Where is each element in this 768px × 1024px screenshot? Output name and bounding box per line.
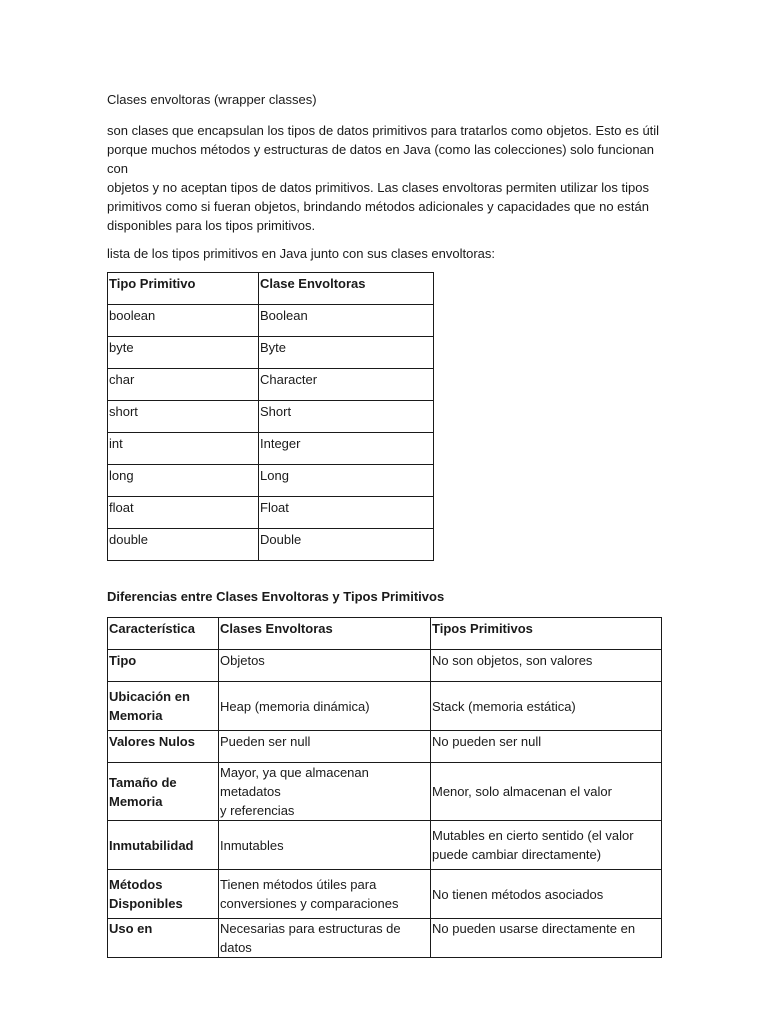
wrapper-cell: Character (259, 369, 434, 401)
header-feature: Característica (108, 618, 219, 650)
cell-line: Mutables en cierto sentido (el valor (432, 828, 634, 843)
primitive-cell (431, 650, 662, 682)
list-intro: lista de los tipos primitivos en Java junto con sus clases envoltoras: (107, 246, 496, 261)
table-row (108, 337, 434, 369)
cell-line: y referencias (220, 803, 295, 818)
table-row (108, 465, 434, 497)
cell-line: Mayor, ya que almacenan metadatos (220, 765, 369, 799)
cell-line: Objetos (220, 653, 265, 668)
table-row (108, 731, 662, 763)
cell-line: No tienen métodos asociados (432, 886, 604, 902)
cell-line: Memoria (109, 793, 163, 809)
cell-line: Pueden ser null (220, 734, 311, 749)
wrapper-cell (219, 919, 431, 958)
feature-cell (108, 919, 219, 958)
differences-section-title: Diferencias entre Clases Envoltoras y Tipos Primitivos (107, 589, 445, 604)
cell-line: Memoria (109, 708, 163, 723)
differences-table (107, 617, 662, 958)
primitive-cell (431, 870, 662, 919)
cell-line: Inmutables (220, 837, 284, 853)
table-row (108, 529, 434, 561)
paragraph-line: disponibles para los tipos primitivos. (107, 218, 316, 233)
wrapper-cell (219, 682, 431, 731)
table-row (108, 763, 662, 821)
primitive-cell (431, 763, 662, 821)
primitive-cell: double (108, 529, 259, 561)
wrapper-cell (219, 650, 431, 682)
feature-cell (108, 650, 219, 682)
cell-line: Ubicación en (109, 689, 190, 704)
cell-line: Disponibles (109, 896, 183, 911)
wrapper-cell (219, 731, 431, 763)
wrapper-cell: Long (259, 465, 434, 497)
cell-line: No pueden usarse directamente en (432, 921, 636, 936)
table-row (108, 433, 434, 465)
primitive-cell: int (108, 433, 259, 465)
paragraph-line: porque muchos métodos y estructuras de datos en Java (como las colecciones) solo funcionan con (107, 142, 655, 176)
primitive-cell (431, 731, 662, 763)
header-primitive-type: Tipo Primitivo (108, 273, 259, 305)
cell-line: Stack (memoria estática) (432, 698, 576, 714)
table-row (108, 650, 662, 682)
wrapper-cell: Integer (259, 433, 434, 465)
primitive-cell (431, 919, 662, 958)
cell-line: Tamaño de (109, 774, 177, 790)
paragraph-line: son clases que encapsulan los tipos de datos primitivos para tratarlos como objetos. Esto es útil (107, 123, 660, 138)
wrapper-classes-table (107, 272, 434, 561)
header-wrapper-class: Clase Envoltoras (259, 273, 434, 305)
document-page (107, 91, 667, 958)
primitive-cell: boolean (108, 305, 259, 337)
cell-line: Uso en (109, 921, 153, 936)
table-row (108, 305, 434, 337)
feature-cell (108, 763, 219, 821)
wrapper-cell: Boolean (259, 305, 434, 337)
cell-line: Necesarias para estructuras de datos (220, 921, 401, 955)
primitive-cell: long (108, 465, 259, 497)
primitive-cell: short (108, 401, 259, 433)
paragraph-line: objetos y no aceptan tipos de datos primitivos. Las clases envoltoras permiten utilizar los tipos (107, 180, 649, 195)
cell-line: conversiones y comparaciones (220, 896, 399, 911)
wrapper-cell: Float (259, 497, 434, 529)
document-title: Clases envoltoras (wrapper classes) (107, 92, 317, 107)
table-row (108, 821, 662, 870)
primitive-cell: byte (108, 337, 259, 369)
primitive-cell (431, 821, 662, 870)
cell-line: Métodos (109, 877, 163, 892)
table-row (108, 401, 434, 433)
table-row (108, 919, 662, 958)
wrapper-cell: Double (259, 529, 434, 561)
cell-line: puede cambiar directamente) (432, 847, 602, 862)
table-header-row (108, 618, 662, 650)
cell-line: Valores Nulos (109, 734, 195, 749)
wrapper-cell (219, 763, 431, 821)
feature-cell (108, 731, 219, 763)
feature-cell (108, 821, 219, 870)
feature-cell (108, 870, 219, 919)
cell-line: Tienen métodos útiles para (220, 877, 377, 892)
table-header-row (108, 273, 434, 305)
feature-cell (108, 682, 219, 731)
cell-line: Heap (memoria dinámica) (220, 698, 370, 714)
table-row (108, 682, 662, 731)
paragraph-line: primitivos como si fueran objetos, brindando métodos adicionales y capacidades que no están (107, 199, 649, 214)
cell-line: Tipo (109, 653, 137, 668)
table-row (108, 369, 434, 401)
cell-line: Menor, solo almacenan el valor (432, 784, 612, 799)
wrapper-cell: Byte (259, 337, 434, 369)
header-wrapper-classes: Clases Envoltoras (219, 618, 431, 650)
intro-paragraph (107, 121, 667, 235)
cell-line: No son objetos, son valores (432, 653, 593, 668)
wrapper-cell (219, 870, 431, 919)
wrapper-cell (219, 821, 431, 870)
header-primitive-types: Tipos Primitivos (431, 618, 662, 650)
primitive-cell: float (108, 497, 259, 529)
cell-line: No pueden ser null (432, 734, 542, 749)
cell-line: Inmutabilidad (109, 837, 194, 853)
primitive-cell (431, 682, 662, 731)
table-row (108, 870, 662, 919)
primitive-cell: char (108, 369, 259, 401)
table-row (108, 497, 434, 529)
wrapper-cell: Short (259, 401, 434, 433)
